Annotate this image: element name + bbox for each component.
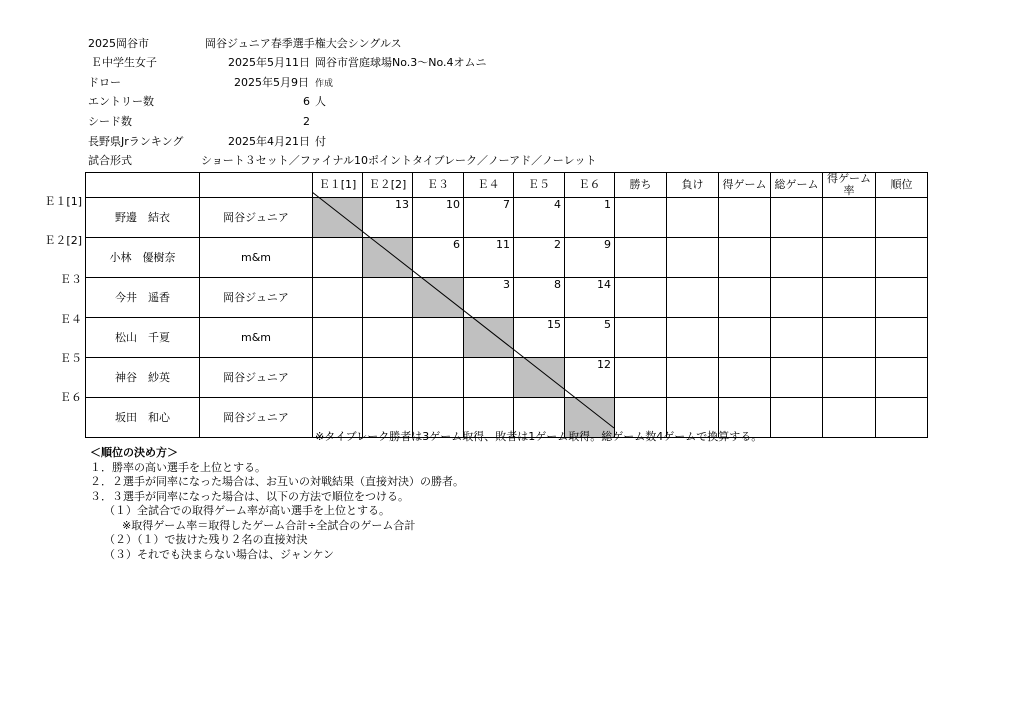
draw-suffix: 作成 xyxy=(315,79,334,89)
losses-cell xyxy=(667,358,719,398)
diagonal-line xyxy=(312,192,617,430)
col-header-e4: Ｅ４ xyxy=(464,173,514,198)
row-label: Ｅ３ xyxy=(60,273,82,286)
rule-line: ３．３選手が同率になった場合は、以下の方法で順位をつける。 xyxy=(90,489,409,503)
score-cell: 2 xyxy=(514,238,565,278)
wins-cell xyxy=(615,238,667,278)
row-label: Ｅ４ xyxy=(60,313,82,326)
row-label: Ｅ５ xyxy=(60,352,82,365)
rule-line: １．勝率の高い選手を上位とする。 xyxy=(90,460,266,474)
wins-cell xyxy=(615,278,667,318)
score-cell: 13 xyxy=(363,198,413,238)
diagonal-stroke xyxy=(312,192,614,428)
rule-line: （１）全試合での取得ゲーム率が高い選手を上位とする。 xyxy=(104,504,390,517)
draw-label: ドロー xyxy=(88,76,121,89)
score-cell: 5 xyxy=(565,318,615,358)
wins-cell xyxy=(615,358,667,398)
score-cell: 8 xyxy=(514,278,565,318)
format-value: ショート３セット／ファイナル10ポイントタイブレーク／ノーアド／ノーレット xyxy=(201,154,597,167)
header-blank xyxy=(86,173,200,198)
venue: 岡谷市営庭球場No.3〜No.4オムニ xyxy=(315,56,487,69)
games-won-cell xyxy=(719,198,771,238)
player-club: 岡谷ジュニア xyxy=(200,398,313,438)
game-rate-cell xyxy=(823,278,876,318)
col-header-e5: Ｅ５ xyxy=(514,173,565,198)
col-header-total-games: 総ゲーム xyxy=(771,173,823,198)
player-club: 岡谷ジュニア xyxy=(200,358,313,398)
entries-value: 6 xyxy=(303,95,310,108)
player-club: m&m xyxy=(200,318,313,358)
game-rate-cell xyxy=(823,398,876,438)
player-name: 坂田 和心 xyxy=(86,398,200,438)
total-games-cell xyxy=(771,278,823,318)
rank-cell xyxy=(876,398,928,438)
ranking-rules-title: ＜順位の決め方＞ xyxy=(90,446,178,459)
row-label: Ｅ１[1] xyxy=(44,195,82,208)
rule-line: （３）それでも決まらない場合は、ジャンケン xyxy=(104,547,335,561)
total-games-cell xyxy=(771,198,823,238)
score-cell: 15 xyxy=(514,318,565,358)
score-cell: 9 xyxy=(565,238,615,278)
score-cell: 1 xyxy=(565,198,615,238)
rank-cell xyxy=(876,358,928,398)
col-header-e2: Ｅ２[2] xyxy=(363,173,413,198)
player-club: 岡谷ジュニア xyxy=(200,198,313,238)
losses-cell xyxy=(667,238,719,278)
player-name: 今井 遥香 xyxy=(86,278,200,318)
game-rate-cell xyxy=(823,198,876,238)
col-header-losses: 負け xyxy=(667,173,719,198)
rank-cell xyxy=(876,198,928,238)
entries-unit: 人 xyxy=(315,95,326,108)
game-rate-cell xyxy=(823,358,876,398)
rule-line: ※取得ゲーム率＝取得したゲーム合計÷全試合のゲーム合計 xyxy=(122,518,416,532)
rule-line: ２．２選手が同率になった場合は、お互いの対戦結果（直接対決）の勝者。 xyxy=(90,475,464,488)
rank-cell xyxy=(876,318,928,358)
header-blank xyxy=(200,173,313,198)
score-cell: 4 xyxy=(514,198,565,238)
player-name: 小林 優樹奈 xyxy=(86,238,200,278)
total-games-cell xyxy=(771,318,823,358)
event-date: 2025年5月11日 xyxy=(228,56,310,69)
format-label: 試合形式 xyxy=(88,154,132,167)
score-cell: 12 xyxy=(565,358,615,398)
player-name: 神谷 紗英 xyxy=(86,358,200,398)
games-won-cell xyxy=(719,238,771,278)
rule-line: （２）（１）で抜けた残り２名の直接対決 xyxy=(104,533,308,546)
row-label: Ｅ６ xyxy=(60,391,82,404)
col-header-games-won: 得ゲーム xyxy=(719,173,771,198)
ranking-label: 長野県Jrランキング xyxy=(88,135,184,148)
ranking-rules xyxy=(90,446,464,562)
player-club: m&m xyxy=(200,238,313,278)
player-name: 野邊 結衣 xyxy=(86,198,200,238)
wins-cell xyxy=(615,318,667,358)
player-club: 岡谷ジュニア xyxy=(200,278,313,318)
score-cell: 3 xyxy=(464,278,514,318)
score-cell: 11 xyxy=(464,238,514,278)
seeds-label: シード数 xyxy=(88,115,132,128)
col-header-wins: 勝ち xyxy=(615,173,667,198)
entries-label: エントリー数 xyxy=(88,95,154,108)
score-cell: 14 xyxy=(565,278,615,318)
losses-cell xyxy=(667,198,719,238)
score-cell: 10 xyxy=(413,198,464,238)
losses-cell xyxy=(667,278,719,318)
total-games-cell xyxy=(771,238,823,278)
score-cell: 6 xyxy=(413,238,464,278)
rank-cell xyxy=(876,238,928,278)
ranking-suffix: 付 xyxy=(315,135,326,148)
games-won-cell xyxy=(719,318,771,358)
total-games-cell xyxy=(771,358,823,398)
col-header-e3: Ｅ３ xyxy=(413,173,464,198)
player-name: 松山 千夏 xyxy=(86,318,200,358)
game-rate-cell xyxy=(823,318,876,358)
draw-date: 2025年5月9日 xyxy=(234,76,309,89)
score-cell: 7 xyxy=(464,198,514,238)
col-header-e1: Ｅ１[1] xyxy=(313,173,363,198)
total-games-cell xyxy=(771,398,823,438)
seeds-value: 2 xyxy=(303,115,310,128)
rank-cell xyxy=(876,278,928,318)
games-won-cell xyxy=(719,358,771,398)
tournament-title: 岡谷ジュニア春季選手権大会シングルス xyxy=(205,37,402,50)
year-city: 2025岡谷市 xyxy=(88,37,149,50)
game-rate-cell xyxy=(823,238,876,278)
col-header-rank: 順位 xyxy=(876,173,928,198)
col-header-e6: Ｅ６ xyxy=(565,173,615,198)
ranking-date: 2025年4月21日 xyxy=(228,135,310,148)
losses-cell xyxy=(667,318,719,358)
col-header-game-rate: 得ゲーム率 xyxy=(823,173,876,198)
wins-cell xyxy=(615,198,667,238)
category: Ｅ中学生女子 xyxy=(91,56,157,69)
games-won-cell xyxy=(719,278,771,318)
row-label: Ｅ２[2] xyxy=(44,234,82,247)
tiebreak-note: ※タイブレーク勝者は3ゲーム取得、敗者は1ゲーム取得。総ゲーム数4ゲームで換算する。 xyxy=(315,430,763,443)
